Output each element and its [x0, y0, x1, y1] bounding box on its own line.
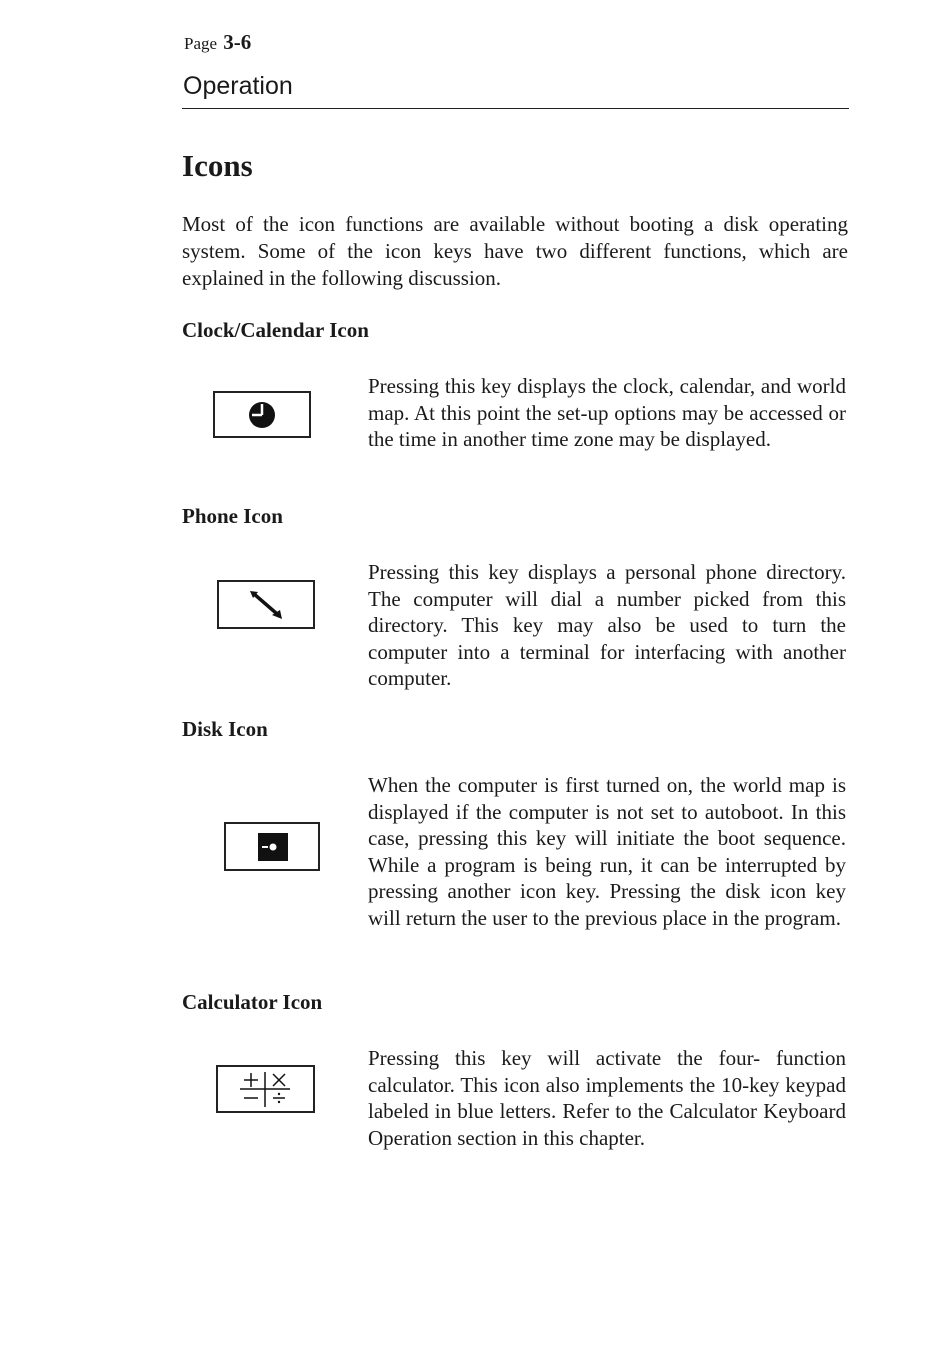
page-number: 3-6: [223, 30, 252, 54]
calculator-description: Pressing this key will activate the four- function calculator. This icon also implements the 10-key keypad labeled in blue letters. Refer to the Calculator Keyboard Operation section in this chapter.: [368, 1046, 846, 1150]
clock-calendar-description: Pressing this key displays the clock, calendar, and world map. At this point the set-up options may be accessed or the time in another time zone may be displayed.: [368, 374, 846, 451]
page-word: Page: [184, 34, 218, 53]
chapter-title: Operation: [183, 72, 293, 100]
calculator-key: [216, 1065, 315, 1113]
calculator-icon: [218, 1067, 313, 1111]
clock-icon: [215, 393, 309, 436]
phone-icon: [219, 582, 313, 627]
clock-calendar-heading: Clock/Calendar Icon: [182, 318, 369, 342]
disk-key: [224, 822, 320, 871]
calculator-heading: Calculator Icon: [182, 990, 323, 1014]
phone-description: Pressing this key displays a personal phone directory. The computer will dial a number picked from this directory. This key may also be used to turn the computer into a terminal for interfacing with another computer.: [368, 560, 846, 690]
page-label: [184, 30, 251, 55]
intro-paragraph: Most of the icon functions are available without booting a disk operating system. Some of the icon keys have two different functions, which are explained in the following discussion.: [182, 212, 848, 290]
disk-icon: [226, 824, 318, 869]
clock-key: [213, 391, 311, 438]
section-title: Icons: [182, 148, 253, 183]
disk-heading: Disk Icon: [182, 717, 268, 741]
phone-key: [217, 580, 315, 629]
header-rule: [182, 108, 849, 109]
disk-description: When the computer is first turned on, the world map is displayed if the computer is not set to autoboot. In this case, pressing this key will initiate the boot sequence. While a program is being run, it can be interrupted by pressing another icon key. Pressing the disk icon key will return the user to the previous place in the program.: [368, 773, 846, 930]
phone-heading: Phone Icon: [182, 504, 283, 528]
